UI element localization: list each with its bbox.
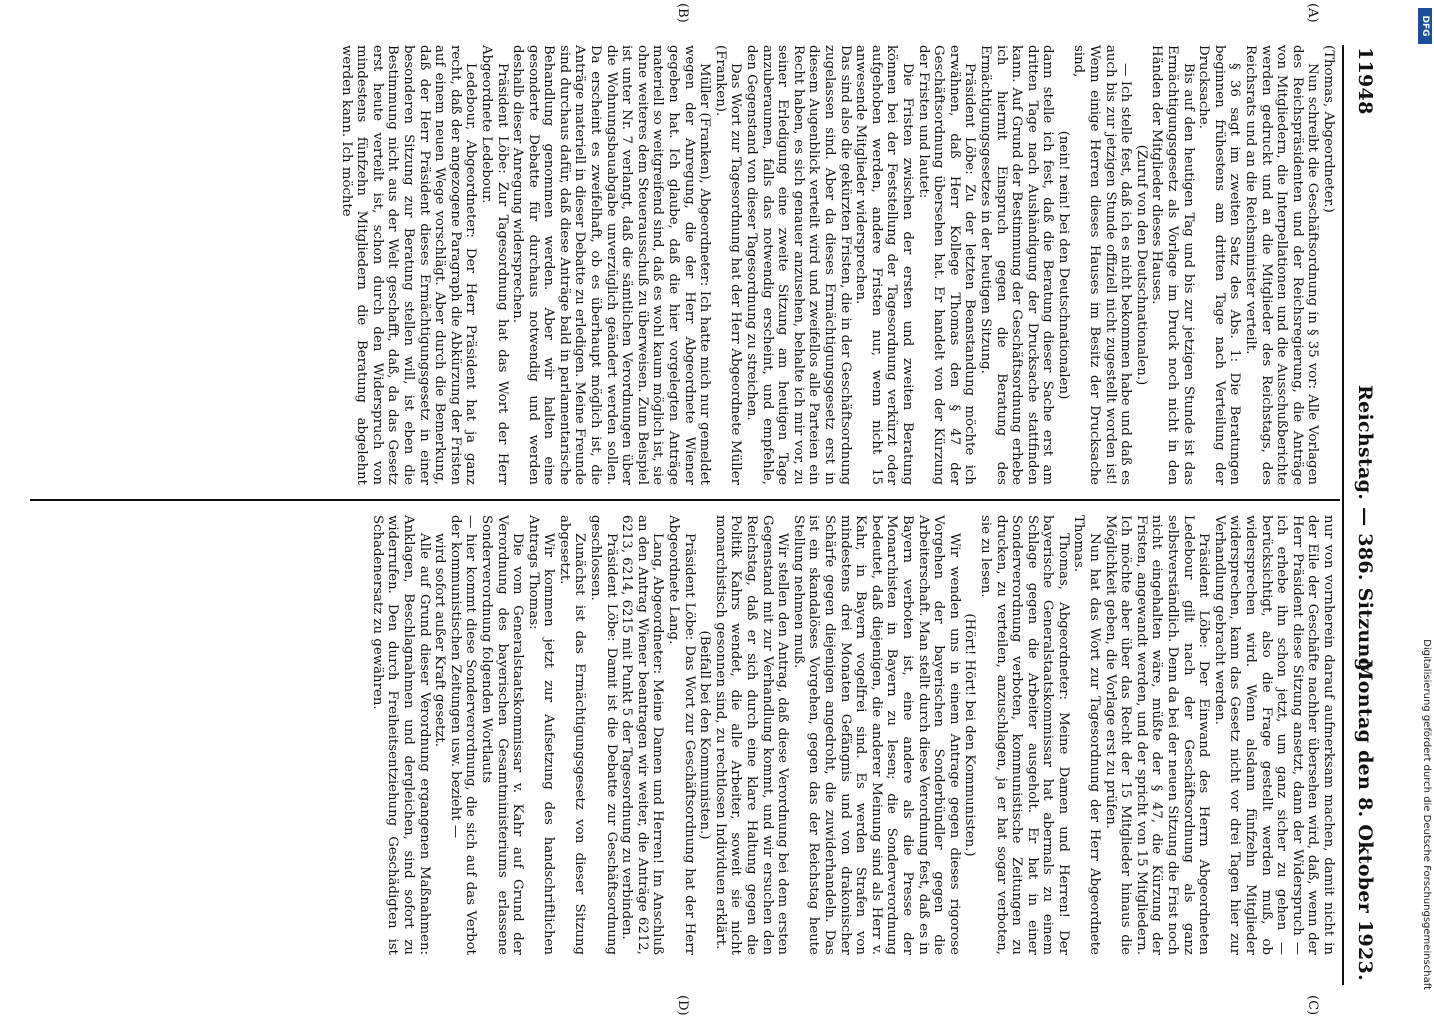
interjection: (nein! nein! bei den Deutschnationalen)	[1055, 130, 1071, 400]
speaker-paragraph: Thomas, Abgeordneter: Meine Damen und Herren! Der bayerische Generalstaatskommissar hat abermals zu einem Schlage gegen die Arbeiter ausgeholt. Er hat in einer Sonderverordnung verboten, kommunistische Zeitungen zu drucken, zu verteilen, anzuschlagen, ja er hat sogar verboten, sie zu lesen.	[977, 515, 1071, 955]
speaker-paragraph: Präsident Löbe: Zu der letzten Beanstandung möchte ich erwähnen, daß Herr Kollege Thomas den § 47 der Geschäftsordnung übersehen hat. Er handelt von der Kürzung der Fristen und lautet:	[915, 45, 978, 485]
paragraph: — hier kommt diese Sonderverordnung, die sich auf das Verbot der kommunistischen Zeitungen usw. bezieht —	[447, 515, 479, 955]
header-title: Reichstag. — 386. Sitzung.	[1354, 385, 1376, 679]
margin-mark-d: (D)	[675, 995, 690, 1016]
dfg-logo-icon	[1418, 8, 1432, 44]
quotation: wird sofort außer Kraft gesetzt.	[432, 533, 448, 747]
interjection: (Zuruf von den Deutschnationalen.)	[1133, 144, 1149, 386]
speaker-paragraph: Präsident Löbe: Zur Tagesordnung hat das Wort der Herr Abgeordnete Ledebour.	[478, 45, 510, 485]
column-divider	[30, 499, 1340, 501]
paragraph: Wir stellen den Antrag, daß diese Verordnung bei dem ersten Gegenstand mit zur Verhandlung kommt, und wir ersuchen den Reichstag, daß er sich durch eine klare Haltung gegen die Politik Kahrs wendet, die alle Arbeiter, soweit sie nicht monarchistisch gesonnen sind, zu rechtlosen Individuen erklärt.	[712, 515, 791, 955]
page-number: 11948	[1354, 47, 1376, 115]
paragraph: dann stelle ich fest, daß die Beratung dieser Sache erst am dritten Tage nach Aushändigung der Drucksache stattfinden kann. Auf Grund der Bestimmung der Geschäftsordnung erhebe ich hiermit Einspruch gegen die Beratung des Ermächtigungsgesetzes in der heutigen Sitzung.	[977, 45, 1056, 485]
left-column	[16, 45, 1336, 485]
running-header	[1346, 45, 1380, 985]
header-date: Montag den 8. Oktober 1923.	[1354, 659, 1376, 981]
paragraph: Das Wort zur Tagesordnung hat der Herr Abgeordnete Müller (Franken).	[712, 45, 744, 485]
paragraph: Wir wenden uns in einem Antrage gegen dieses rigorose Vorgehen der bayerischen Sonderbündler gegen die Arbeiterschaft. Man stellt durch diese Verordnung fest, daß es in Bayern verboten ist, eine andere als die Presse der Monarchisten in Bayern zu lesen; die Sonderverordnung bedeutet, daß diejenigen, die anderer Meinung sind als Herr v. Kahr, in Bayern vogelfrei sind. Es werden Strafen von mindestens drei Monaten Gefängnis und von drakonischer Schärfe gegen diejenigen angedroht, die zuwiderhandeln. Das ist ein skandalöses Vorgehen, gegen das der Reichstag heute Stellung nehmen muß.	[790, 515, 962, 955]
paragraph: Nun hat das Wort zur Tagesordnung der Herr Abgeordnete Thomas.	[1071, 515, 1103, 955]
quotation: Die Fristen zwischen der ersten und zweiten Beratung können bei der Feststellung der Tagesordnung verkürzt oder aufgehoben werden, andere Fristen nur, wenn nicht 15 anwesende Mitglieder widersprechen.	[853, 45, 915, 485]
paragraph: Nun schreibt die Geschäftsordnung in § 35 vor: Alle Vorlagen des Reichspräsidenten und der Reichsregierung, die Anträge von Mitgliedern, die Interpellationen und die Ausschußberichte werden gedruckt und an die Mitglieder des Reichstags, des Reichsrats und an die Reichsminister verteilt.	[1243, 45, 1321, 485]
right-column	[16, 515, 1336, 955]
speaker-paragraph: Lang, Abgeordneter: Meine Damen und Herren! Im Anschluß an den Antrag Wiener beantragen wir weiter, die Anträge 6212, 6213, 6214, 6215 mit Punkt 5 der Tagesordnung zu verbinden.	[619, 515, 666, 955]
speaker-paragraph: Ledebour, Abgeordneter: Der Herr Präsident hat ja ganz recht, daß der angezogene Paragraph die Abkürzung der Fristen auf einem neuen Wege vorschlägt. Aber durch die Bemerkung, daß der Herr Präsident dieses Ermächtigungsgesetz in einer besonderen Sitzung zur Beratung stellen will, ist eben die Bestimmung nicht aus der Welt geschafft, daß, da das Gesetz erst heute verteilt ist, schon durch den Widerspruch von mindestens fünfzehn Mitgliedern die Beratung abgelehnt werden kann. Ich möchte	[338, 45, 479, 485]
paragraph: § 36 sagt im zweiten Satz des Abs. 1: Die Beratungen beginnen frühestens am dritten Tage nach Verteilung der Drucksache.	[1196, 45, 1243, 485]
interjection: (Beifall bei den Kommunisten.)	[697, 630, 713, 840]
dfg-credit-text: Digitalisierung gefördert durch die Deutsche Forschungsgemeinschaft	[1421, 639, 1432, 990]
header-rule	[1342, 45, 1344, 985]
speaker-paragraph: Präsident Löbe: Der Einwand des Herrn Abgeordneten Ledebour gilt nach der Geschäftsordnung als ganz selbstverständlich. Denn da bei der neuen Sitzung die Frist noch nicht eingehalten wäre, müßte der § 47, die Kürzung der Fristen, angewandt werden, und der spricht von 15 Mitgliedern. Ich möchte aber über das Recht der 15 Mitglieder hinaus die Möglichkeit geben, die Vorlage erst zu prüfen.	[1102, 515, 1212, 955]
speaker-paragraph: Müller (Franken), Abgeordneter: Ich hatte mich nur gemeldet wegen der Anregung, die der Herr Abgeordnete Wiener gegeben hat. Ich glaube, daß die hier vorgelegten Anträge materiell so weitgreifend sind, daß es wohl kaum möglich ist, sie ohne weiteres dem Steuerausschuß zu überweisen. Zum Beispiel ist unter Nr. 7 verlangt, daß die sämtlichen Verordnungen über die Wohnungsbauabgabe unverzüglich geändert werden sollen. Da erscheint es zweifelhaft, ob es überhaupt möglich ist, die Anträge materiell in dieser Debatte zu erledigen. Meine Freunde sind durchaus dafür, daß diese Anträge bald in parlamentarische Behandlung genommen werden. Aber wir halten eine gesonderte Debatte für durchaus notwendig und werden deshalb dieser Anregung widersprechen.	[510, 45, 713, 485]
paragraph: (Thomas, Abgeordneter.)	[1321, 45, 1336, 213]
quotation: Die vom Generalstaatskommissar v. Kahr auf Grund der Verordnung des bayerischen Gesamtministeriums erlassene Sonderverordnung folgenden Wortlauts	[478, 515, 526, 955]
margin-mark-b: (B)	[675, 3, 690, 23]
quotation: Alle auf Grund dieser Verordnung ergangenen Maßnahmen: Anklagen, Beschlagnahmen und dergleichen, sind sofort zu widerrufen. Den durch Freiheitsentziehung Geschädigten ist Schadenersatz zu gewähren.	[369, 515, 432, 955]
dfg-logo-text: DFG	[1420, 15, 1430, 37]
margin-mark-c: (C)	[1305, 995, 1320, 1016]
paragraph: nur von vornherein darauf aufmerksam machen, damit nicht in der Eile der Geschäfte nachher übersehen wird, daß, wenn der Herr Präsident diese Sitzung ansetzt, dann der Widerspruch — ich erhebe ihn schon jetzt, um ganz sicher zu gehen — berücksichtigt, also die Frage gestellt werden muß, ob widersprechen wird. Wenn alsdann fünfzehn Mitglieder widersprechen, kann das Gesetz nicht vor drei Tagen hier zur Verhandlung gebracht werden.	[1211, 515, 1336, 955]
rotated-page-content	[10, 3, 1380, 1016]
paragraph: Wir kommen jetzt zur Aufsetzung des handschriftlichen Antrags Thomas:	[525, 515, 557, 955]
speaker-paragraph: Präsident Löbe: Damit ist die Debatte zur Geschäftsordnung geschlossen.	[588, 515, 619, 955]
paragraph: Das sind also die gekürzten Fristen, die in der Geschäftsordnung zugelassen sind. Aber da dieses Ermächtigungsgesetz erst in diesem Augenblick verteilt wird und zweifellos alle Parteien ein Recht haben, es sich genauer anzusehen, behalte ich mir vor, zu seiner Erledigung eine zweite Sitzung am heutigen Tage anzuberaumen, falls das notwendig erscheint, und empfehle, den Gegenstand von dieser Tagesordnung zu streichen.	[744, 45, 853, 485]
interjection: (Hört! Hört! bei den Kommunisten.)	[962, 613, 978, 857]
paragraph: — Ich stelle fest, daß ich es nicht bekommen habe und daß es auch bis zur jetzigen Stunde offiziell nicht zugestellt worden ist! Wenn einige Herren dieses Hauses im Besitz der Drucksache sind,	[1071, 45, 1134, 485]
speaker-paragraph: Präsident Löbe: Das Wort zur Geschäftsordnung hat der Herr Abgeordnete Lang.	[666, 515, 697, 955]
paragraph: Bis auf den heutigen Tag und bis zur jetzigen Stunde ist das Ermächtigungsgesetz als Vorlage im Druck noch nicht in den Händen der Mitglieder dieses Hauses.	[1149, 45, 1196, 485]
dfg-credit-strip	[1418, 10, 1432, 990]
paragraph: Zunächst ist das Ermächtigungsgesetz von dieser Sitzung abgesetzt.	[556, 515, 588, 955]
margin-mark-a: (A)	[1305, 3, 1320, 23]
